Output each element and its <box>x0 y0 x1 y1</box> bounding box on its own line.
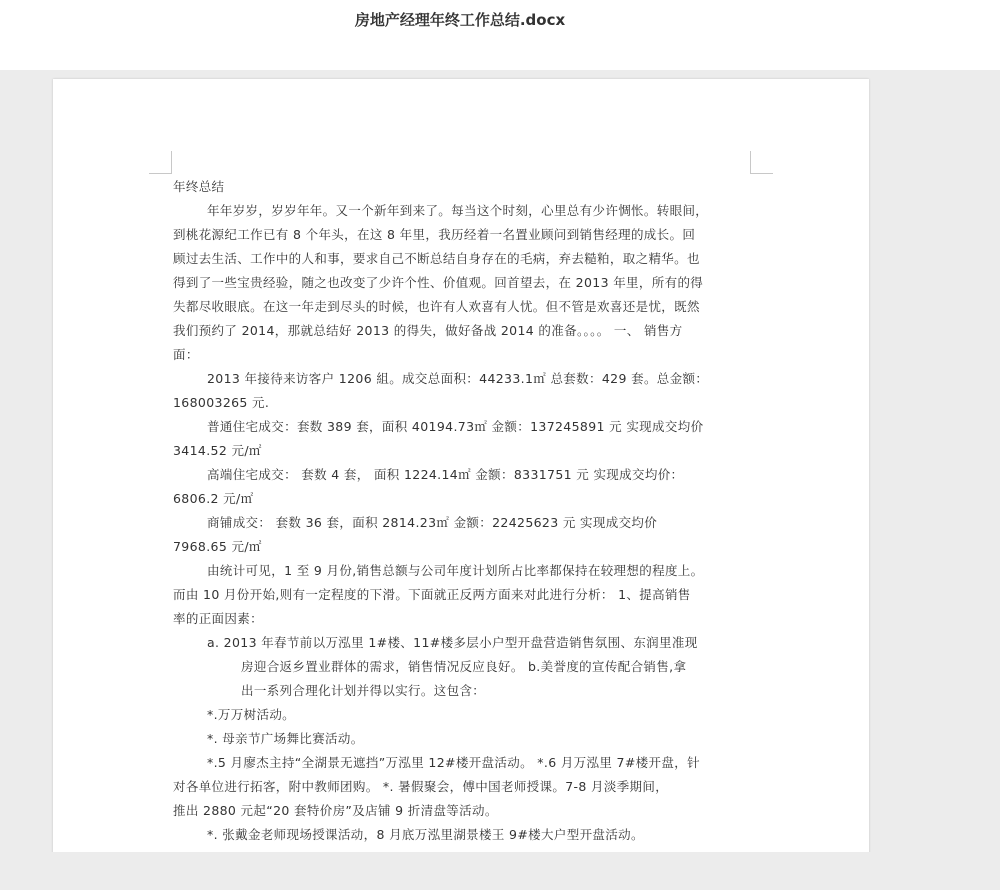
margin-corner-top-left <box>149 151 172 174</box>
paragraph-line: 普通住宅成交：套数 389 套，面积 40194.73㎡ 金额：137245891 元 实现成交均价 <box>207 419 704 434</box>
paragraph-line: 对各单位进行拓客，附中教师团购。 *. 暑假聚会，傅中国老师授课。7-8 月淡季期间， <box>173 779 669 794</box>
paragraph-line: 2013 年接待来访客户 1206 組。成交总面积：44233.1㎡ 总套数：429 套。总金额： <box>207 371 709 386</box>
heading: 年终总结 <box>173 179 225 194</box>
list-item-line: 出一系列合理化计划并得以实行。这包含： <box>241 683 486 698</box>
paragraph-line: 高端住宅成交： 套数 4 套， 面积 1224.14㎡ 金额：8331751 元 实现成交均价： <box>207 467 684 482</box>
paragraph-line: 7968.65 元/㎡ <box>173 539 262 554</box>
document-body <box>173 175 753 847</box>
bottom-bar <box>0 852 1000 890</box>
document-title: 房地产经理年终工作总结.docx <box>354 11 566 29</box>
paragraph-line: 年年岁岁，岁岁年年。又一个新年到来了。每当这个时刻，心里总有少许惆怅。转眼间， <box>207 203 709 218</box>
paragraph-line: 6806.2 元/㎡ <box>173 491 254 506</box>
list-item-line: *. 张戴金老师现场授课活动，8 月底万泓里湖景楼王 9#楼大户型开盘活动。 <box>207 827 644 842</box>
title-bar <box>0 0 1000 70</box>
paragraph-line: 失都尽收眼底。在这一年走到尽头的时候，也许有人欢喜有人忧。但不管是欢喜还是忧，既然 <box>173 299 700 314</box>
paragraph-line: 到桃花源纪工作已有 8 个年头，在这 8 年里，我历经着一名置业顾问到销售经理的成长。回 <box>173 227 696 242</box>
list-item-line: a. 2013 年春节前以万泓里 1#楼、11#楼多层小户型开盘营造销售氛围、东润里准现 <box>207 635 698 650</box>
list-item-line: *.5 月廖杰主持“全湖景无遮挡”万泓里 12#楼开盘活动。 *.6 月万泓里 7#楼开盘，针 <box>207 755 700 770</box>
document-page <box>53 79 869 890</box>
paragraph-line: 而由 10 月份开始,则有一定程度的下滑。下面就正反两方面来对此进行分析： 1、提高销售 <box>173 587 691 602</box>
list-item-line: *.万万树活动。 <box>207 707 296 722</box>
paragraph-line: 168003265 元. <box>173 395 270 410</box>
paragraph-line: 商铺成交： 套数 36 套，面积 2814.23㎡ 金额：22425623 元 实现成交均价 <box>207 515 658 530</box>
list-item-line: *. 母亲节广场舞比赛活动。 <box>207 731 364 746</box>
paragraph-line: 我们预约了 2014，那就总结好 2013 的得失，做好备战 2014 的准备。。。。 一、 销售方 <box>173 323 683 338</box>
paragraph-line: 3414.52 元/㎡ <box>173 443 262 458</box>
paragraph-line: 率的正面因素： <box>173 611 263 626</box>
paragraph-line: 顾过去生活、工作中的人和事，要求自己不断总结自身存在的毛病，弃去糙粕，取之精华。也 <box>173 251 700 266</box>
margin-corner-top-right <box>750 151 773 174</box>
paragraph-line: 由统计可见，1 至 9 月份,销售总额与公司年度计划所占比率都保持在较理想的程度上。 <box>207 563 704 578</box>
list-item-line: 房迎合返乡置业群体的需求，销售情况反应良好。 b.美誉度的宣传配合销售,拿 <box>241 659 687 674</box>
paragraph-line: 推出 2880 元起“20 套特价房”及店铺 9 折清盘等活动。 <box>173 803 498 818</box>
paragraph-line: 得到了一些宝贵经验，随之也改变了少许个性、价值观。回首望去，在 2013 年里，所有的得 <box>173 275 704 290</box>
paragraph-line: 面： <box>173 347 199 362</box>
